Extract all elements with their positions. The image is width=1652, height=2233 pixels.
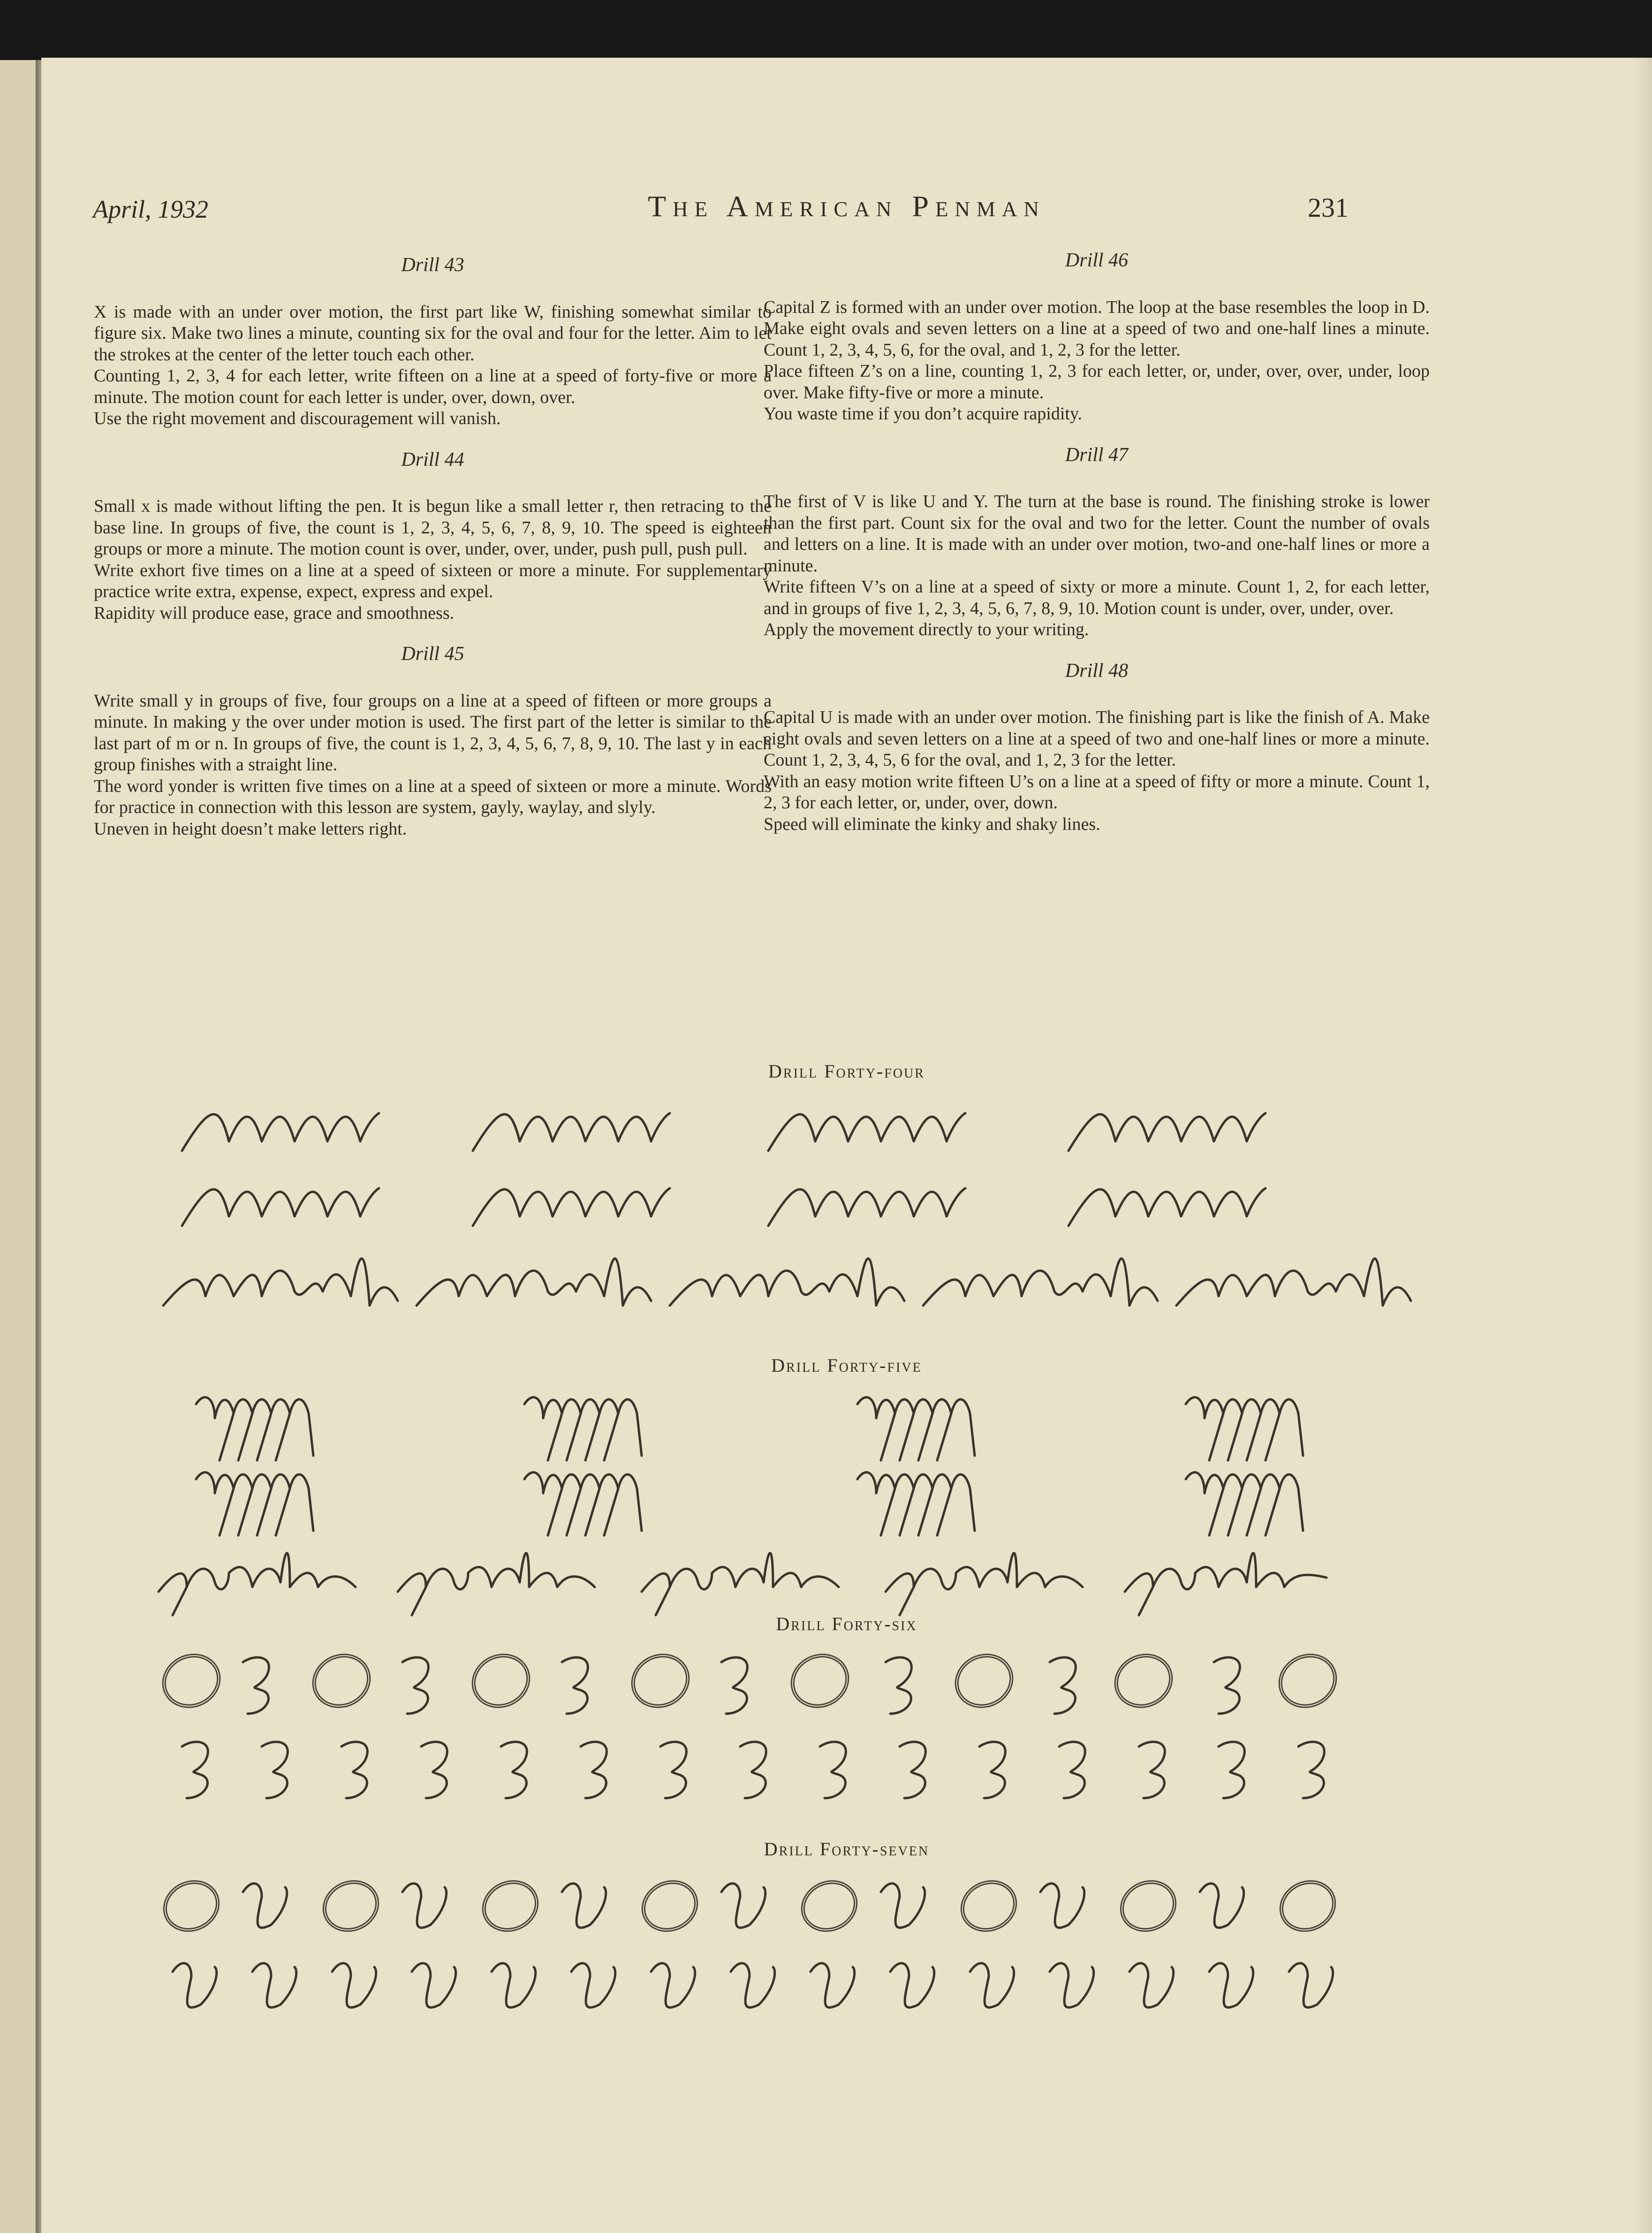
paragraph: You waste time if you don’t acquire rapidity. <box>764 404 1082 424</box>
paragraph: The first of V is like U and Y. The turn at the base is round. The finishing stroke is lower than the first part. Count six for the oval and two for the letter. Count the number of ovals and letters on a line. It is made with an under over motion, two-and one-half lines or more a minute. <box>764 492 1430 576</box>
drill-47-section <box>764 445 1430 641</box>
handwriting-row-x-2 <box>182 1188 1266 1226</box>
paragraph: The word yonder is written five times on a line at a speed of sixteen or more a minute. Words for practice in connection with this lesson are system, gayly, waylay, and slyly. <box>94 776 772 817</box>
paragraph: Rapidity will produce ease, grace and smoothness. <box>94 603 455 623</box>
drill-46-section <box>764 250 1430 425</box>
journal-title: The American Penman <box>648 190 1046 223</box>
paragraph: Speed will eliminate the kinky and shaky lines. <box>764 814 1100 834</box>
specimen-title-drill-44: Drill Forty-four <box>768 1061 925 1082</box>
paragraph: Apply the movement directly to your writing. <box>764 620 1089 639</box>
specimen-title-drill-46: Drill Forty-six <box>776 1613 917 1634</box>
handwriting-row-y-1 <box>196 1398 1303 1460</box>
drill-heading: Drill 48 <box>1065 660 1129 682</box>
drill-48-section <box>764 661 1430 835</box>
left-column <box>94 255 772 859</box>
paragraph: Counting 1, 2, 3, 4 for each letter, write fifteen on a line at a speed of forty-five or more a minute. The motion count for each letter is under, over, down, over. <box>94 366 772 407</box>
drill-heading: Drill 43 <box>401 254 464 276</box>
drill-heading: Drill 47 <box>1065 444 1129 466</box>
paragraph: Uneven in height doesn’t make letters right. <box>94 819 407 839</box>
page-number: 231 <box>1308 192 1349 223</box>
previous-page-edge <box>0 60 36 2233</box>
handwriting-row-v <box>173 1963 1333 2007</box>
paragraph: Place fifteen Z’s on a line, counting 1, 2, 3 for each letter, or, under, over, over, under, loop over. Make fifty-five or more a minute. <box>764 361 1430 403</box>
drill-44-section <box>94 449 772 624</box>
drill-heading: Drill 46 <box>1065 250 1129 271</box>
paragraph: Write exhort five times on a line at a speed of sixteen or more a minute. For supplementary practice write extra, expense, expect, express and expel. <box>94 560 772 601</box>
running-header <box>41 138 1652 223</box>
binding-shadow <box>36 60 41 2233</box>
handwriting-row-exhort <box>163 1259 1411 1306</box>
right-column <box>764 250 1430 855</box>
specimen-drill-46 <box>135 1643 1430 1826</box>
handwriting-row-yonder <box>159 1553 1326 1616</box>
paragraph: Use the right movement and discouragement will vanish. <box>94 409 501 428</box>
drill-heading: Drill 44 <box>401 448 464 471</box>
specimen-drill-44 <box>135 1090 1430 1352</box>
journal-page <box>41 58 1652 2233</box>
specimen-title-drill-47: Drill Forty-seven <box>764 1838 930 1860</box>
paragraph: Small x is made without lifting the pen. It is begun like a small letter r, then retracing to the base line. In groups of five, the count is 1, 2, 3, 4, 5, 6, 7, 8, 9, 10. The speed is eighteen groups or more a minute. The motion count is over, under, over, under, push pull, push pull. <box>94 496 772 559</box>
paragraph: Write small y in groups of five, four groups on a line at a speed of fifteen or more groups a minute. In making y the over under motion is used. The first part of the letter is similar to the last part of m or n. In groups of five, the count is 1, 2, 3, 4, 5, 6, 7, 8, 9, 10. The last y in each group finishes with a straight line. <box>94 691 772 775</box>
drill-45-section <box>94 644 772 840</box>
paragraph: Capital U is made with an under over motion. The finishing part is like the finish of A. Make eight ovals and seven letters on a line at a speed of two and one-half lines or more a minute. Count 1, 2, 3, 4, 5, 6 for the oval, and 1, 2, 3 for the letter. <box>764 707 1430 770</box>
specimen-title-drill-45: Drill Forty-five <box>771 1355 922 1376</box>
specimen-drill-47 <box>135 1868 1430 2047</box>
handwriting-row-y-2 <box>196 1473 1303 1535</box>
paragraph: Write fifteen V’s on a line at a speed of sixty or more a minute. Count 1, 2, for each letter, and in groups of five 1, 2, 3, 4, 5, 6, 7, 8, 9, 10. Motion count is under, over, under, over. <box>764 577 1430 618</box>
handwriting-row-z <box>182 1742 1324 1798</box>
drill-heading: Drill 45 <box>401 643 464 665</box>
handwriting-row-oval-v <box>156 1872 1344 1940</box>
drill-43-section <box>94 255 772 430</box>
paragraph: With an easy motion write fifteen U’s on a line at a speed of fifty or more a minute. Count 1, 2, 3 for each letter, or, under, over, down. <box>764 771 1430 813</box>
issue-date: April, 1932 <box>93 195 209 223</box>
handwriting-row-oval-z <box>154 1645 1345 1717</box>
paragraph: Capital Z is formed with an under over motion. The loop at the base resembles the loop in D. Make eight ovals and seven letters on a line at a speed of two and one-half lines a minute. Count 1, 2, 3, 4, 5, 6, for the oval, and 1, 2, 3 for the letter. <box>764 297 1430 360</box>
paragraph: X is made with an under over motion, the first part like W, finishing somewhat similar to figure six. Make two lines a minute, counting six for the oval and four for the letter. Aim to let the strokes at the center of the letter touch each other. <box>94 302 772 365</box>
handwriting-row-x-1 <box>182 1113 1266 1151</box>
specimen-drill-45 <box>135 1385 1430 1620</box>
